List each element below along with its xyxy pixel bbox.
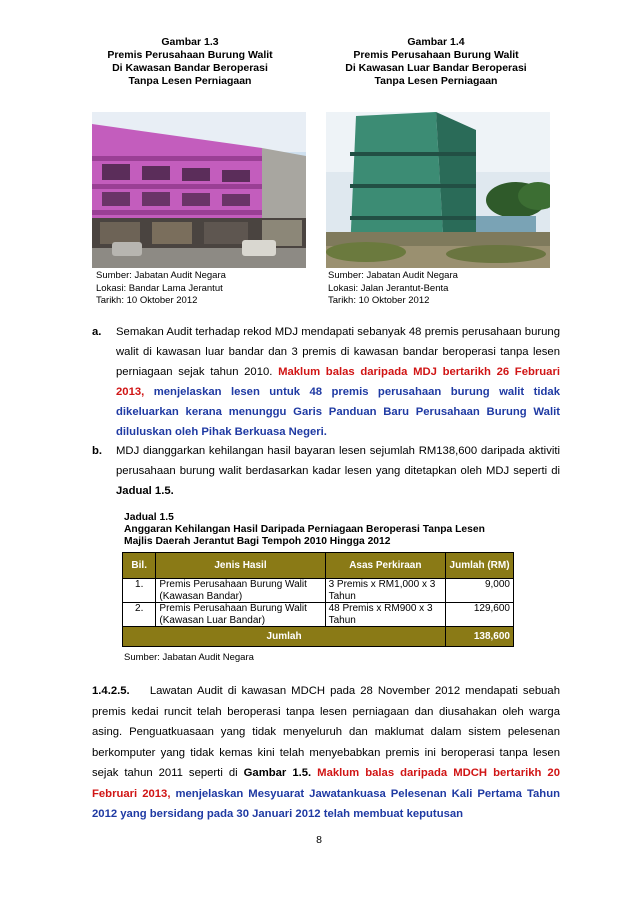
table-reference: Jadual 1.5. [116, 485, 174, 497]
source-line: Sumber: Jabatan Audit Negara [328, 270, 458, 281]
paragraph-b-text: MDJ dianggarkan kehilangan hasil bayaran lesen sejumlah RM138,600 daripada aktiviti perusahaan burung walit berdasarkan kadar lesen yang ditetapkan oleh MDJ seperti di [116, 445, 560, 477]
header-asas-perkiraan: Asas Perkiraan [325, 553, 446, 579]
cell-bil: 1. [123, 579, 156, 603]
table-title [124, 512, 485, 548]
header-jenis-hasil: Jenis Hasil [156, 553, 325, 579]
caption-line: Di Kawasan Bandar Beroperasi [112, 62, 268, 74]
caption-line: Di Kawasan Luar Bandar Beroperasi [345, 62, 527, 74]
total-label: Jumlah [123, 627, 446, 647]
table-title-line: Majlis Daerah Jerantut Bagi Tempoh 2010 Hingga 2012 [124, 536, 391, 547]
table-number: Jadual 1.5 [124, 512, 174, 523]
page-number: 8 [316, 834, 322, 846]
paragraph-b [116, 441, 560, 501]
figure-1-3-source [96, 270, 306, 308]
cell-bil: 2. [123, 603, 156, 627]
caption-line: Premis Perusahaan Burung Walit [353, 49, 519, 61]
total-value: 138,600 [446, 627, 514, 647]
date-line: Tarikh: 10 Oktober 2012 [96, 295, 198, 306]
section-1-4-2-5 [92, 681, 560, 825]
cell-jumlah: 129,600 [446, 603, 514, 627]
location-line: Lokasi: Bandar Lama Jerantut [96, 282, 223, 294]
paragraph-a-text: Semakan Audit terhadap rekod MDJ mendapati sebanyak 48 premis perusahaan burung walit di kawasan luar bandar dan 3 premis di kawasan bandar beroperasi tanpa lesen perniagaan sejak tahun 2010. [116, 326, 560, 378]
caption-line: Gambar 1.3 [161, 36, 219, 48]
figure-reference: Gambar 1.5. [243, 767, 312, 779]
source-line: Sumber: Jabatan Audit Negara [96, 270, 226, 281]
table-total-row [123, 627, 514, 647]
header-jumlah: Jumlah (RM) [446, 553, 514, 579]
figure-1-3-caption [90, 36, 290, 88]
table-row [123, 603, 514, 627]
caption-line: Premis Perusahaan Burung Walit [107, 49, 273, 61]
table-row [123, 579, 514, 603]
section-response-date: Maklum balas daripada MDCH bertarikh 20 Februari 2013, [92, 767, 560, 800]
section-response: menjelaskan Mesyuarat Jawatankuasa Pelesenan Kali Pertama Tahun 2012 yang bersidang pada 30 Januari 2012 telah membuat keputusan [92, 787, 560, 820]
date-line: Tarikh: 10 Oktober 2012 [328, 295, 430, 306]
figure-1-4-caption [326, 36, 546, 88]
figure-1-4-source [328, 270, 548, 308]
header-bil: Bil. [123, 553, 156, 579]
table-source: Sumber: Jabatan Audit Negara [124, 652, 254, 663]
cell-jenis: Premis Perusahaan Burung Walit (Kawasan Luar Bandar) [156, 603, 325, 627]
paragraph-a-marker: a. [92, 326, 102, 338]
photo-green-swiftlet-building [326, 112, 550, 268]
paragraph-a-response: menjelaskan lesen untuk 48 premis perusahaan burung walit tidak dikeluarkan kerana menunggu Garis Panduan Baru Perusahaan Burung Walit diluluskan oleh Pihak Berkuasa Negeri. [116, 386, 560, 438]
caption-line: Tanpa Lesen Perniagaan [374, 75, 498, 87]
table-header-row [123, 553, 514, 579]
paragraph-a-response-date: Maklum balas daripada MDJ bertarikh 26 Februari 2013, [116, 366, 560, 398]
section-number: 1.4.2.5. [92, 685, 130, 697]
caption-line: Tanpa Lesen Perniagaan [128, 75, 252, 87]
revenue-loss-table [122, 552, 514, 647]
cell-jenis: Premis Perusahaan Burung Walit (Kawasan Bandar) [156, 579, 325, 603]
photo-purple-shophouse [92, 112, 306, 268]
section-text: Lawatan Audit di kawasan MDCH pada 28 November 2012 mendapati sebuah premis kedai runcit telah beroperasi tanpa lesen perniagaan dan diusahakan oleh warga asing. Penguatkuasaan yang tidak menyeluruh dan maklumat dalam sistem pelesenan berkomputer yang tidak kemas kini telah menyebabkan premis ini beroperasi tanpa lesen sejak tahun 2011 seperti di [92, 685, 560, 779]
paragraph-a [116, 322, 560, 442]
cell-asas: 3 Premis x RM1,000 x 3 Tahun [325, 579, 446, 603]
cell-asas: 48 Premis x RM900 x 3 Tahun [325, 603, 446, 627]
table-title-line: Anggaran Kehilangan Hasil Daripada Perniagaan Beroperasi Tanpa Lesen [124, 524, 485, 535]
paragraph-b-marker: b. [92, 445, 103, 457]
location-line: Lokasi: Jalan Jerantut-Benta [328, 282, 449, 294]
caption-line: Gambar 1.4 [407, 36, 465, 48]
cell-jumlah: 9,000 [446, 579, 514, 603]
